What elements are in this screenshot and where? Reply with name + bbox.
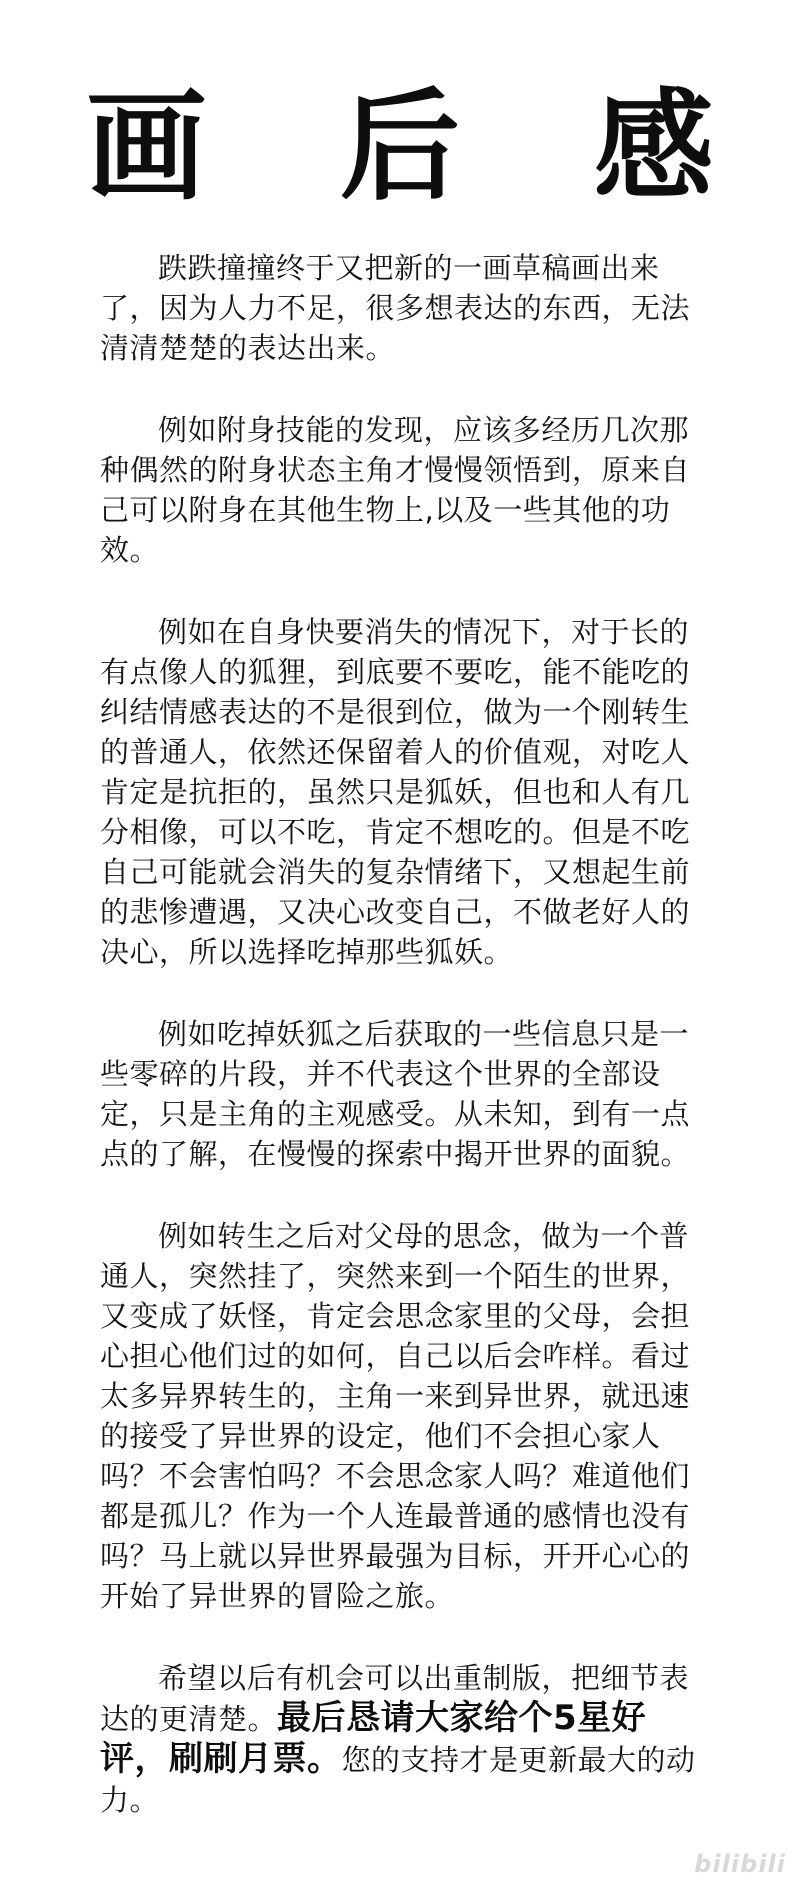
paragraph-1: 跌跌撞撞终于又把新的一画草稿画出来了，因为人力不足，很多想表达的东西，无法清清楚楚的表达出来。	[100, 251, 691, 365]
closing-text-end: 您的支持才是更新最大的动力。	[100, 1743, 696, 1817]
paragraph-4: 例如吃掉妖狐之后获取的一些信息只是一些零碎的片段，并不代表这个世界的全部设定，只是主角的主观感受。从未知，到有一点点的了解，在慢慢的探索中揭开世界的面貌。	[100, 1017, 691, 1171]
paragraph-5: 例如转生之后对父母的思念，做为一个普通人，突然挂了，突然来到一个陌生的世界，又变成了妖怪，肯定会思念家里的父母，会担心担心他们过的如何，自己以后会咋样。看过太多异界转生的，主角一来到异世界，就迅速的接受了异世界的设定，他们不会担心家人吗？不会害怕吗？不会思念家人吗？难道他们都是孤儿？作为一个人连最普通的感情也没有吗？马上就以异世界最强为目标，开开心心的开始了异世界的冒险之旅。	[100, 1219, 691, 1613]
paragraph-3: 例如在自身快要消失的情况下，对于长的有点像人的狐狸，到底要不要吃，能不能吃的纠结情感表达的不是很到位，做为一个刚转生的普通人，依然还保留着人的价值观，对吃人肯定是抗拒的，虽然只是狐妖，但也和人有几分相像，可以不吃，肯定不想吃的。但是不吃自己可能就会消失的复杂情绪下，又想起生前的悲惨遭遇，又决心改变自己，不做老好人的决心，所以选择吃掉那些狐妖。	[100, 615, 691, 969]
closing-paragraph	[100, 1658, 700, 1820]
page-title: 画 后 感	[86, 78, 760, 217]
paragraph-2: 例如附身技能的发现，应该多经历几次那种偶然的附身状态主角才慢慢领悟到，原来自己可以附身在其他生物上,以及一些其他的功效。	[100, 413, 691, 567]
bilibili-watermark-logo: bilibili	[694, 1850, 786, 1878]
closing-emphasis: 最后恳请大家给个5星好评，刷刷月票。	[100, 1698, 647, 1779]
closing-text-start: 希望以后有机会可以出重制版，把细节表达的更清楚。	[100, 1661, 690, 1736]
article-body	[100, 248, 700, 1862]
